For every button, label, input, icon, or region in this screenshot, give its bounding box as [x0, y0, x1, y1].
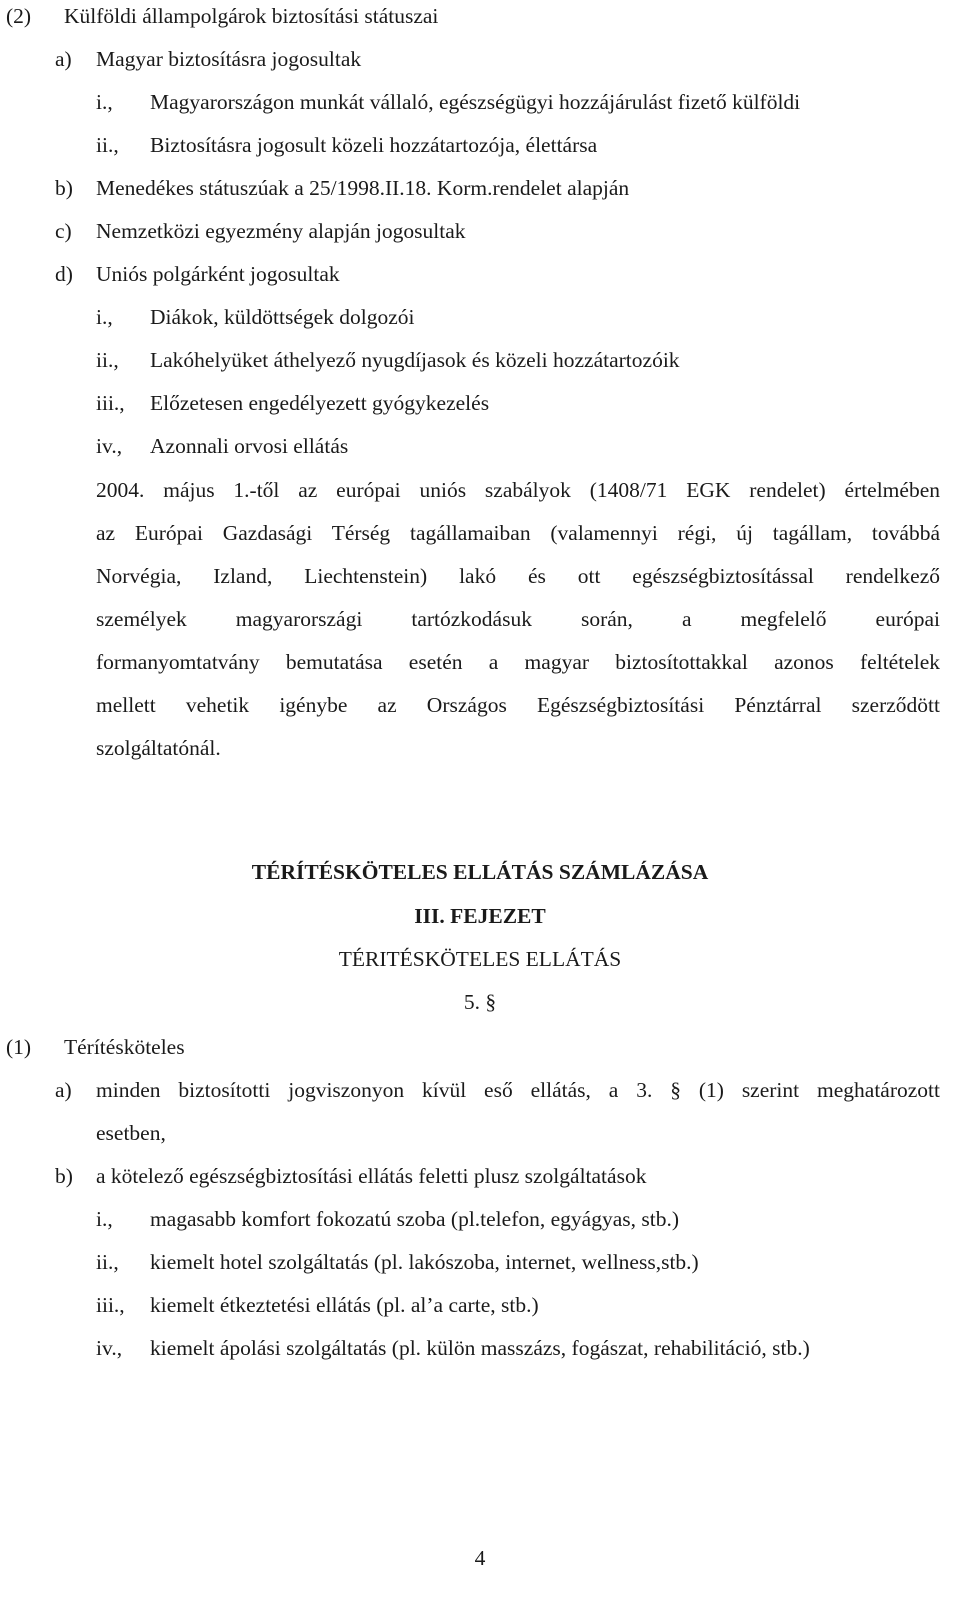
- sublist-item: Biztosításra jogosult közeli hozzátartozója, élettársa: [150, 133, 598, 157]
- sublist-label: iv.,: [96, 1336, 123, 1360]
- sublist-item: Diákok, küldöttségek dolgozói: [150, 305, 415, 329]
- paragraph-line: 2004. május 1.-től az európai uniós szabályok (1408/71 EGK rendelet) értelmében: [96, 478, 940, 502]
- sublist-label: i.,: [96, 90, 113, 114]
- section-1-number: (1): [6, 1035, 32, 1059]
- main-heading: TÉRÍTÉSKÖTELES ELLÁTÁS SZÁMLÁZÁSA: [251, 860, 709, 884]
- sublist-item: Azonnali orvosi ellátás: [150, 434, 349, 458]
- sublist-item: Lakóhelyüket áthelyező nyugdíjasok és közeli hozzátartozóik: [150, 348, 680, 372]
- sublist-label: i.,: [96, 305, 113, 329]
- list-label-a: a): [55, 1078, 72, 1102]
- paragraph-line: Norvégia, Izland, Liechtenstein) lakó és ott egészségbiztosítással rendelkező: [96, 564, 940, 588]
- section-1-title: Térítésköteles: [64, 1035, 185, 1059]
- list-item-a: minden biztosítotti jogviszonyon kívül eső ellátás, a 3. § (1) szerint meghatározott: [96, 1078, 940, 1102]
- list-item-b: a kötelező egészségbiztosítási ellátás feletti plusz szolgáltatások: [96, 1164, 647, 1188]
- sublist-item: Magyarországon munkát vállaló, egészségügyi hozzájárulást fizető külföldi: [150, 90, 801, 114]
- sublist-label: i.,: [96, 1207, 113, 1231]
- list-label-d: d): [55, 262, 73, 286]
- chapter-title: TÉRITÉSKÖTELES ELLÁTÁS: [338, 947, 622, 971]
- sublist-item: Előzetesen engedélyezett gyógykezelés: [150, 391, 490, 415]
- sublist-label: ii.,: [96, 348, 119, 372]
- paragraph-line: formanyomtatvány bemutatása esetén a magyar biztosítottakkal azonos feltételek: [96, 650, 940, 674]
- list-label-b: b): [55, 1164, 73, 1188]
- paragraph-line: az Európai Gazdasági Térség tagállamaiban (valamennyi régi, új tagállam, továbbá: [96, 521, 940, 545]
- list-item-d: Uniós polgárként jogosultak: [96, 262, 340, 286]
- sublist-item: kiemelt hotel szolgáltatás (pl. lakószoba, internet, wellness,stb.): [150, 1250, 699, 1274]
- paragraph-line: személyek magyarországi tartózkodásuk során, a megfelelő európai: [96, 607, 940, 631]
- list-item-b: Menedékes státuszúak a 25/1998.II.18. Korm.rendelet alapján: [96, 176, 630, 200]
- sublist-label: ii.,: [96, 1250, 119, 1274]
- paragraph-number: 5. §: [463, 990, 497, 1014]
- list-label-c: c): [55, 219, 72, 243]
- list-item-c: Nemzetközi egyezmény alapján jogosultak: [96, 219, 466, 243]
- sublist-label: iii.,: [96, 1293, 125, 1317]
- paragraph-line: mellett vehetik igénybe az Országos Egészségbiztosítási Pénztárral szerződött: [96, 693, 940, 717]
- section-2-number: (2): [6, 4, 32, 28]
- sublist-label: iii.,: [96, 391, 125, 415]
- list-item-a: Magyar biztosításra jogosultak: [96, 47, 362, 71]
- list-item-a-continued: esetben,: [96, 1121, 166, 1145]
- sublist-item: kiemelt ápolási szolgáltatás (pl. külön masszázs, fogászat, rehabilitáció, stb.): [150, 1336, 810, 1360]
- list-label-a: a): [55, 47, 72, 71]
- paragraph-line: szolgáltatónál.: [96, 736, 221, 760]
- chapter-heading: III. FEJEZET: [414, 904, 546, 928]
- sublist-item: magasabb komfort fokozatú szoba (pl.telefon, egyágyas, stb.): [150, 1207, 679, 1231]
- list-label-b: b): [55, 176, 73, 200]
- page-number: 4: [474, 1546, 486, 1570]
- sublist-label: iv.,: [96, 434, 123, 458]
- sublist-label: ii.,: [96, 133, 119, 157]
- section-2-title: Külföldi állampolgárok biztosítási státuszai: [64, 4, 439, 28]
- sublist-item: kiemelt étkeztetési ellátás (pl. al’a carte, stb.): [150, 1293, 539, 1317]
